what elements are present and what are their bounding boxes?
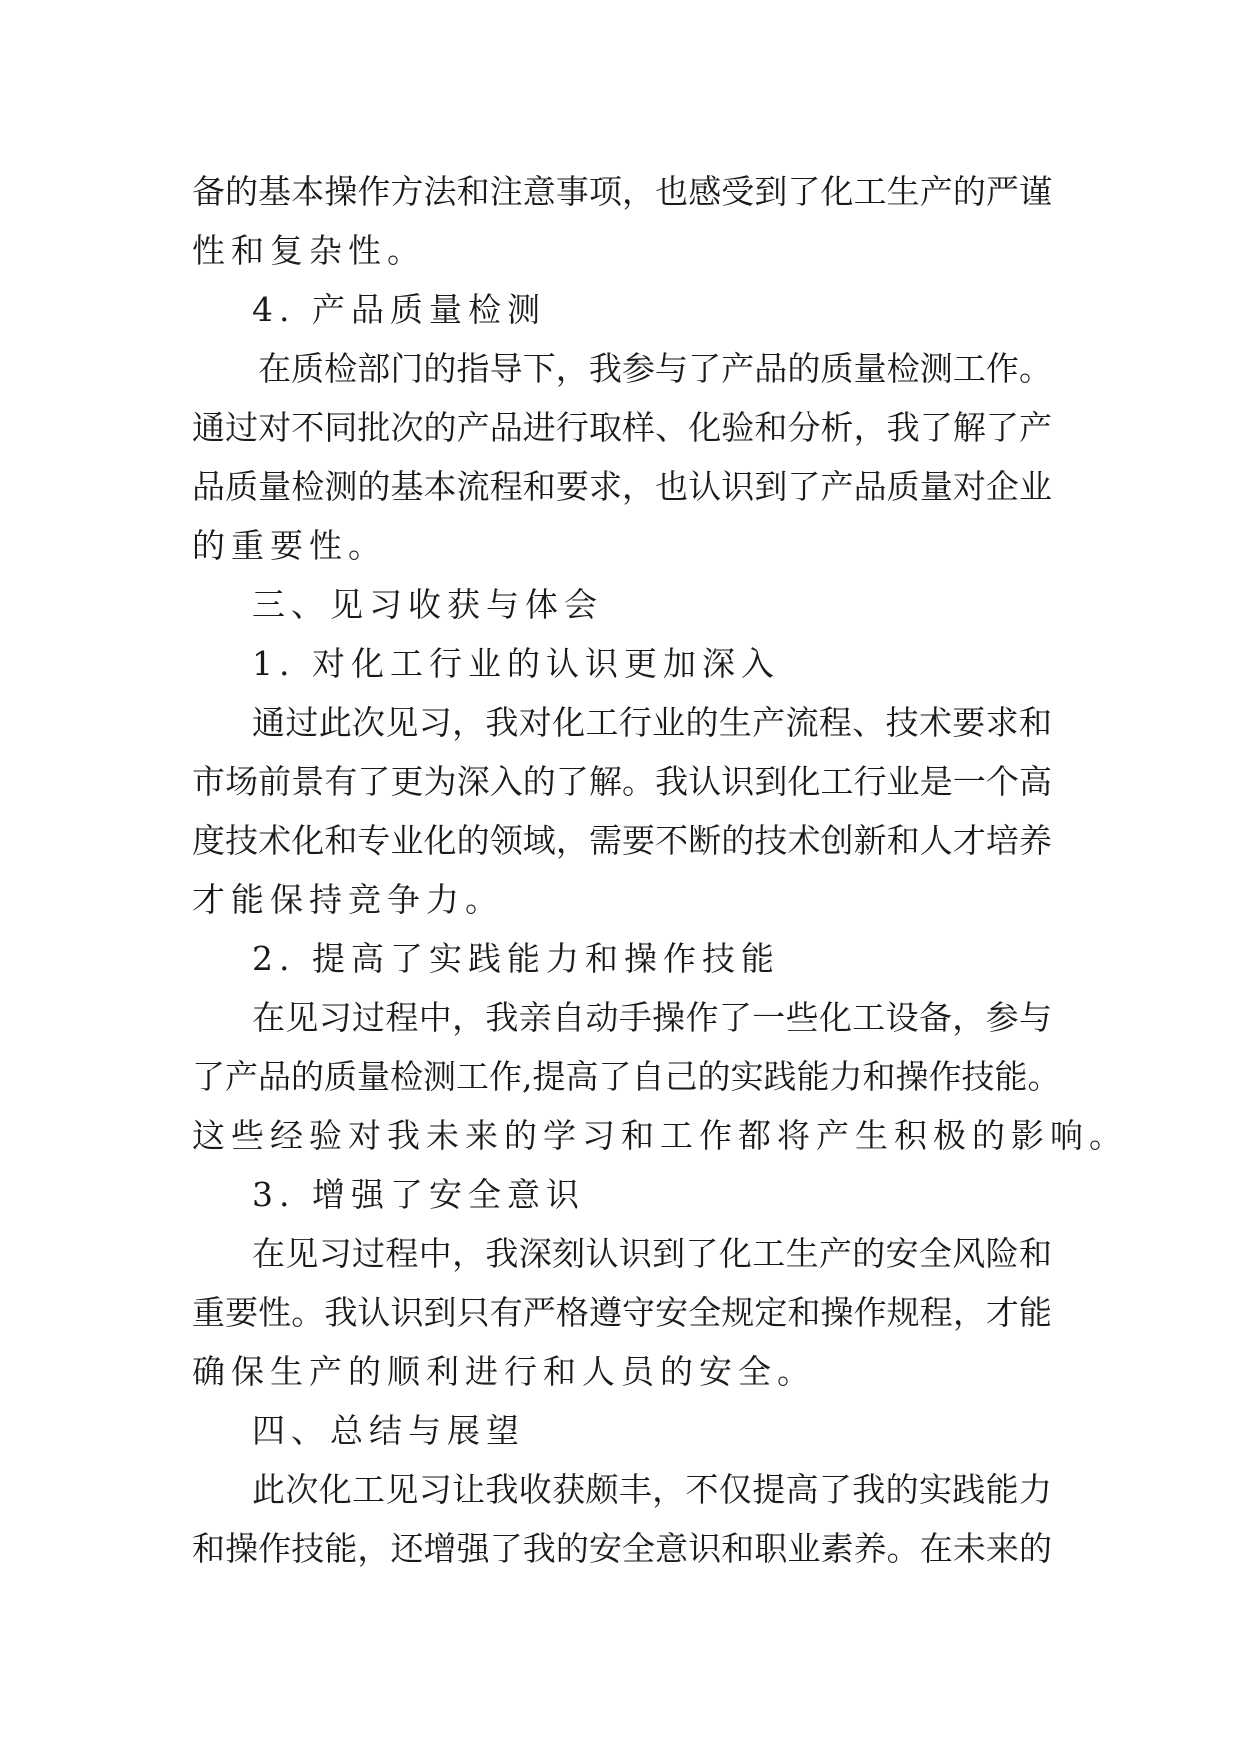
paragraph-line: 这些经验对我未来的学习和工作都将产生积极的影响。 bbox=[192, 1116, 1128, 1155]
paragraph-line: 在质检部门的指导下，我参与了产品的质量检测工作。 bbox=[258, 349, 1052, 388]
paragraph-line: 了产品的质量检测工作,提高了自己的实践能力和操作技能。 bbox=[192, 1057, 1061, 1096]
paragraph-line: 度技术化和专业化的领域，需要不断的技术创新和人才培养 bbox=[192, 821, 1052, 860]
paragraph-line: 的重要性。 bbox=[192, 526, 387, 565]
paragraph-line: 市场前景有了更为深入的了解。我认识到化工行业是一个高 bbox=[192, 762, 1052, 801]
paragraph-line: 确保生产的顺利进行和人员的安全。 bbox=[192, 1352, 816, 1391]
section-heading: 1. 对化工行业的认识更加深入 bbox=[252, 644, 780, 683]
paragraph-line: 在见习过程中，我深刻认识到了化工生产的安全风险和 bbox=[252, 1234, 1052, 1273]
section-heading: 三、见习收获与体会 bbox=[252, 585, 603, 624]
paragraph-line: 才能保持竞争力。 bbox=[192, 880, 504, 919]
section-heading: 4. 产品质量检测 bbox=[252, 290, 546, 329]
paragraph-line: 品质量检测的基本流程和要求，也认识到了产品质量对企业 bbox=[192, 467, 1052, 506]
paragraph-line: 和操作技能，还增强了我的安全意识和职业素养。在未来的 bbox=[192, 1529, 1052, 1568]
paragraph-line: 通过对不同批次的产品进行取样、化验和分析，我了解了产 bbox=[192, 408, 1052, 447]
paragraph-line: 备的基本操作方法和注意事项，也感受到了化工生产的严谨 bbox=[192, 172, 1052, 211]
paragraph-line: 此次化工见习让我收获颇丰，不仅提高了我的实践能力 bbox=[252, 1470, 1052, 1509]
section-heading: 四、总结与展望 bbox=[252, 1411, 525, 1450]
paragraph-line: 性和复杂性。 bbox=[192, 231, 426, 270]
paragraph-line: 重要性。我认识到只有严格遵守安全规定和操作规程，才能 bbox=[192, 1293, 1052, 1332]
paragraph-line: 在见习过程中，我亲自动手操作了一些化工设备，参与 bbox=[252, 998, 1052, 1037]
document-body bbox=[192, 162, 1128, 1578]
section-heading: 2. 提高了实践能力和操作技能 bbox=[252, 939, 780, 978]
paragraph-line: 通过此次见习，我对化工行业的生产流程、技术要求和 bbox=[252, 703, 1052, 742]
section-heading: 3. 增强了安全意识 bbox=[252, 1175, 585, 1214]
